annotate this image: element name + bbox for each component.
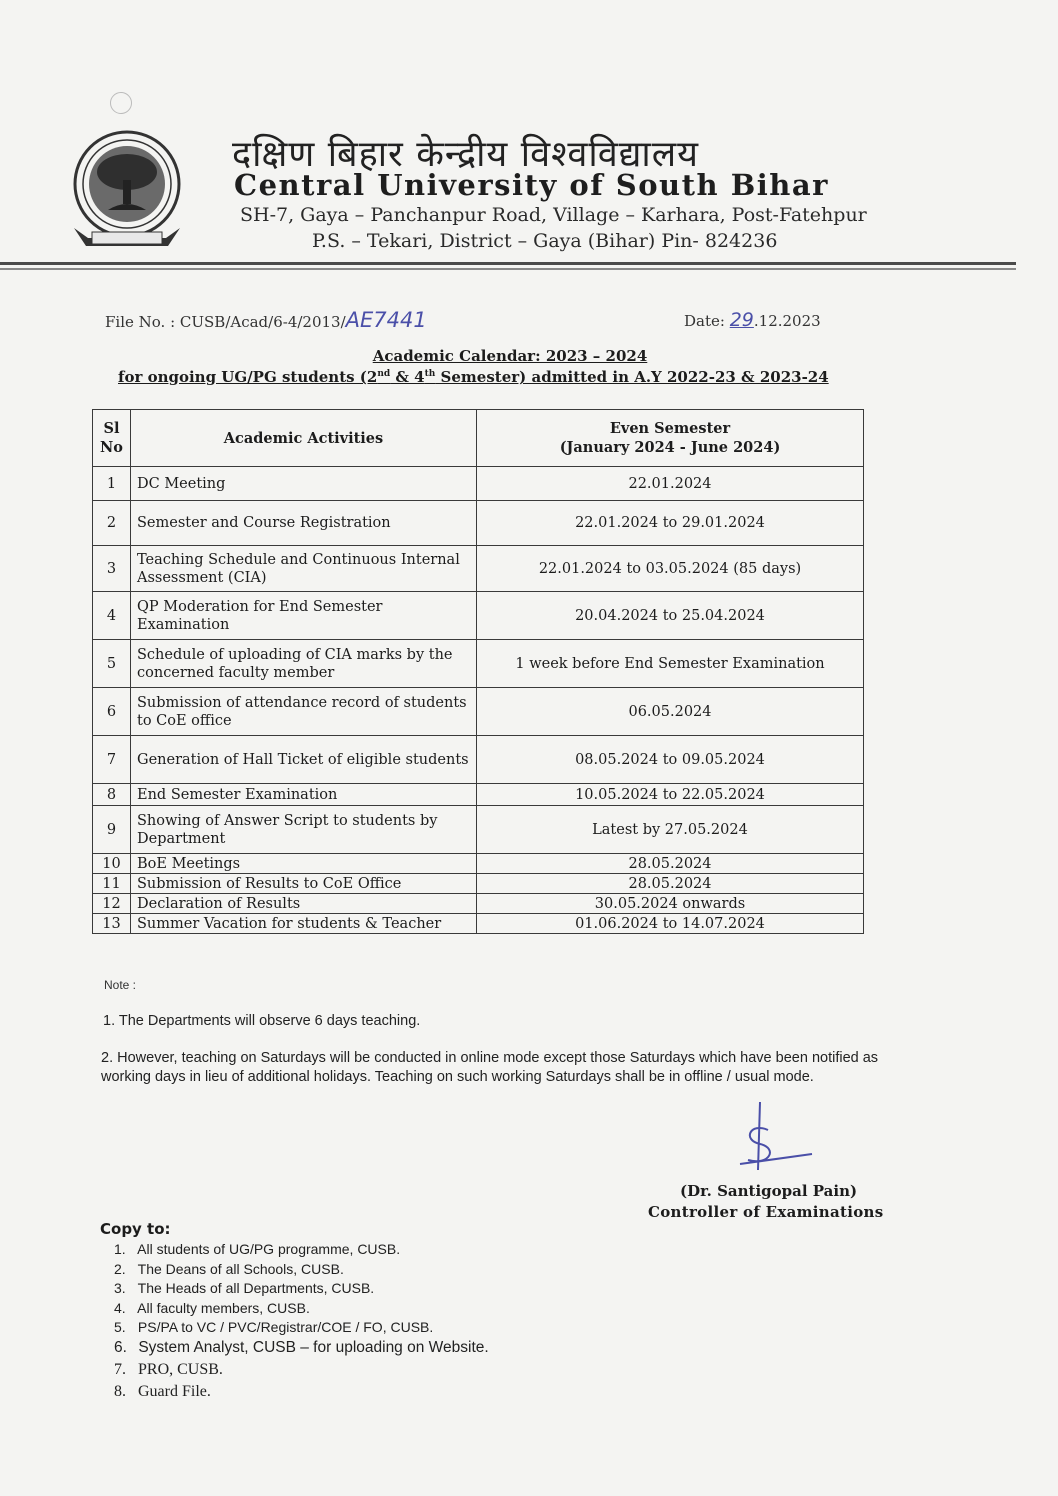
table-row	[93, 894, 864, 914]
row-activity: End Semester Examination	[131, 784, 477, 806]
copy-to-item-number: 5.	[114, 1319, 126, 1336]
header-text: (January 2024 - June 2024)	[559, 439, 781, 456]
row-date: 30.05.2024 onwards	[477, 894, 864, 914]
row-sl-number: 9	[93, 806, 131, 854]
file-number-prefix: File No. : CUSB/Acad/6-4/2013/	[105, 313, 346, 331]
subtitle-sup: nd	[377, 369, 391, 379]
copy-to-item-text: All students of UG/PG programme, CUSB.	[137, 1241, 401, 1257]
row-sl-number: 3	[93, 546, 131, 592]
address-line-1: SH-7, Gaya – Panchanpur Road, Village – Karhara, Post-Fatehpur	[240, 204, 867, 226]
table-row	[93, 784, 864, 806]
signatory-designation: Controller of Examinations	[648, 1203, 884, 1221]
note-2: 2. However, teaching on Saturdays will be conducted in online mode except those Saturdays which have been notified as working days in lieu of additional holidays. Teaching on such working Saturdays shall be in offline / usual mode.	[101, 1050, 879, 1085]
table-row	[93, 854, 864, 874]
copy-to-item	[114, 1300, 489, 1320]
row-sl-number: 12	[93, 894, 131, 914]
copy-to-item-text: The Heads of all Departments, CUSB.	[137, 1280, 375, 1297]
row-sl-number: 13	[93, 914, 131, 934]
row-date: 28.05.2024	[477, 854, 864, 874]
row-activity: Submission of attendance record of students to CoE office	[131, 688, 477, 736]
row-activity: Declaration of Results	[131, 894, 477, 914]
row-activity: Generation of Hall Ticket of eligible students	[131, 736, 477, 784]
copy-to-item	[114, 1241, 489, 1261]
row-activity: Submission of Results to CoE Office	[131, 874, 477, 894]
column-header-sl	[93, 410, 131, 467]
header-text: No	[100, 439, 123, 456]
row-activity: QP Moderation for End Semester Examination	[131, 592, 477, 640]
university-emblem-icon	[68, 128, 186, 254]
column-header-semester	[477, 410, 864, 467]
subtitle-sup: th	[424, 369, 436, 379]
row-sl-number: 10	[93, 854, 131, 874]
note-label: Note :	[104, 978, 137, 992]
table-body	[93, 467, 864, 934]
issue-date	[684, 309, 821, 331]
row-activity: Summer Vacation for students & Teacher	[131, 914, 477, 934]
copy-to-item-number: 4.	[114, 1299, 126, 1316]
row-date: 10.05.2024 to 22.05.2024	[477, 784, 864, 806]
row-activity: Schedule of uploading of CIA marks by the concerned faculty member	[131, 640, 477, 688]
row-sl-number: 1	[93, 467, 131, 501]
row-sl-number: 8	[93, 784, 131, 806]
copy-to-item-text: System Analyst, CUSB – for uploading on Website.	[138, 1338, 489, 1356]
table-row	[93, 736, 864, 784]
row-activity: Semester and Course Registration	[131, 501, 477, 546]
row-activity: BoE Meetings	[131, 854, 477, 874]
row-sl-number: 4	[93, 592, 131, 640]
header-rule-thin	[0, 268, 1016, 270]
table-row	[93, 592, 864, 640]
table-header-row	[93, 410, 864, 467]
row-sl-number: 11	[93, 874, 131, 894]
table-row	[93, 640, 864, 688]
column-header-activity: Academic Activities	[131, 410, 477, 467]
calendar-title: Academic Calendar: 2023 – 2024	[372, 347, 648, 365]
copy-to-item	[114, 1383, 489, 1405]
date-label: Date:	[684, 312, 730, 330]
copy-to-label: Copy to:	[100, 1220, 171, 1238]
table-row	[93, 914, 864, 934]
copy-to-item-text: PRO, CUSB.	[138, 1360, 223, 1378]
university-name-hindi: दक्षिण बिहार केन्द्रीय विश्वविद्यालय	[232, 134, 700, 175]
row-date: 1 week before End Semester Examination	[477, 640, 864, 688]
university-name-english: Central University of South Bihar	[234, 168, 829, 202]
copy-to-item	[114, 1280, 489, 1300]
row-date: 22.01.2024 to 03.05.2024 (85 days)	[477, 546, 864, 592]
table-row	[93, 806, 864, 854]
copy-to-item-number: 2.	[114, 1260, 126, 1277]
copy-to-item	[114, 1361, 489, 1383]
row-date: 01.06.2024 to 14.07.2024	[477, 914, 864, 934]
table-row	[93, 546, 864, 592]
row-activity: Teaching Schedule and Continuous Internal Assessment (CIA)	[131, 546, 477, 592]
copy-to-item-number: 3.	[114, 1280, 126, 1297]
copy-to-item	[114, 1339, 489, 1361]
table-row	[93, 874, 864, 894]
header-text: Sl	[103, 420, 120, 437]
copy-to-item-number: 8.	[114, 1382, 126, 1400]
header-rule	[0, 262, 1016, 265]
signature-icon	[720, 1100, 820, 1180]
signatory-name: (Dr. Santigopal Pain)	[680, 1182, 858, 1200]
row-activity: DC Meeting	[131, 467, 477, 501]
copy-to-item-text: The Deans of all Schools, CUSB.	[137, 1260, 344, 1277]
subtitle-text: & 4	[390, 368, 425, 386]
row-sl-number: 2	[93, 501, 131, 546]
row-activity: Showing of Answer Script to students by Department	[131, 806, 477, 854]
copy-to-list	[114, 1241, 489, 1405]
row-date: 20.04.2024 to 25.04.2024	[477, 592, 864, 640]
table-row	[93, 688, 864, 736]
row-sl-number: 5	[93, 640, 131, 688]
file-number	[105, 308, 427, 332]
copy-to-item-text: Guard File.	[138, 1382, 211, 1400]
subtitle-text: Semester) admitted in A.Y 2022-23 & 2023-24	[435, 368, 829, 386]
copy-to-item	[114, 1319, 489, 1339]
row-sl-number: 6	[93, 688, 131, 736]
row-date: 28.05.2024	[477, 874, 864, 894]
punch-hole-mark	[110, 92, 132, 114]
row-date: 22.01.2024	[477, 467, 864, 501]
row-sl-number: 7	[93, 736, 131, 784]
table-row	[93, 467, 864, 501]
copy-to-item	[114, 1261, 489, 1281]
row-date: 22.01.2024 to 29.01.2024	[477, 501, 864, 546]
copy-to-item-number: 1.	[114, 1241, 126, 1257]
row-date: 06.05.2024	[477, 688, 864, 736]
note-1: 1. The Departments will observe 6 days teaching.	[103, 1013, 421, 1029]
file-number-handwritten: AE7441	[345, 308, 427, 332]
copy-to-item-text: All faculty members, CUSB.	[137, 1299, 310, 1316]
calendar-subtitle	[118, 368, 829, 386]
copy-to-item-text: PS/PA to VC / PVC/Registrar/COE / FO, CUSB.	[137, 1319, 434, 1336]
academic-calendar-table	[92, 409, 864, 934]
row-date: 08.05.2024 to 09.05.2024	[477, 736, 864, 784]
date-suffix: .12.2023	[753, 312, 821, 330]
header-text: Even Semester	[609, 420, 731, 437]
table-row	[93, 501, 864, 546]
copy-to-item-number: 6.	[114, 1338, 127, 1356]
row-date: Latest by 27.05.2024	[477, 806, 864, 854]
address-line-2: P.S. – Tekari, District – Gaya (Bihar) Pin- 824236	[312, 230, 778, 252]
copy-to-item-number: 7.	[114, 1360, 126, 1378]
date-handwritten: 29	[729, 309, 754, 331]
subtitle-text: for ongoing UG/PG students (2	[118, 368, 378, 386]
